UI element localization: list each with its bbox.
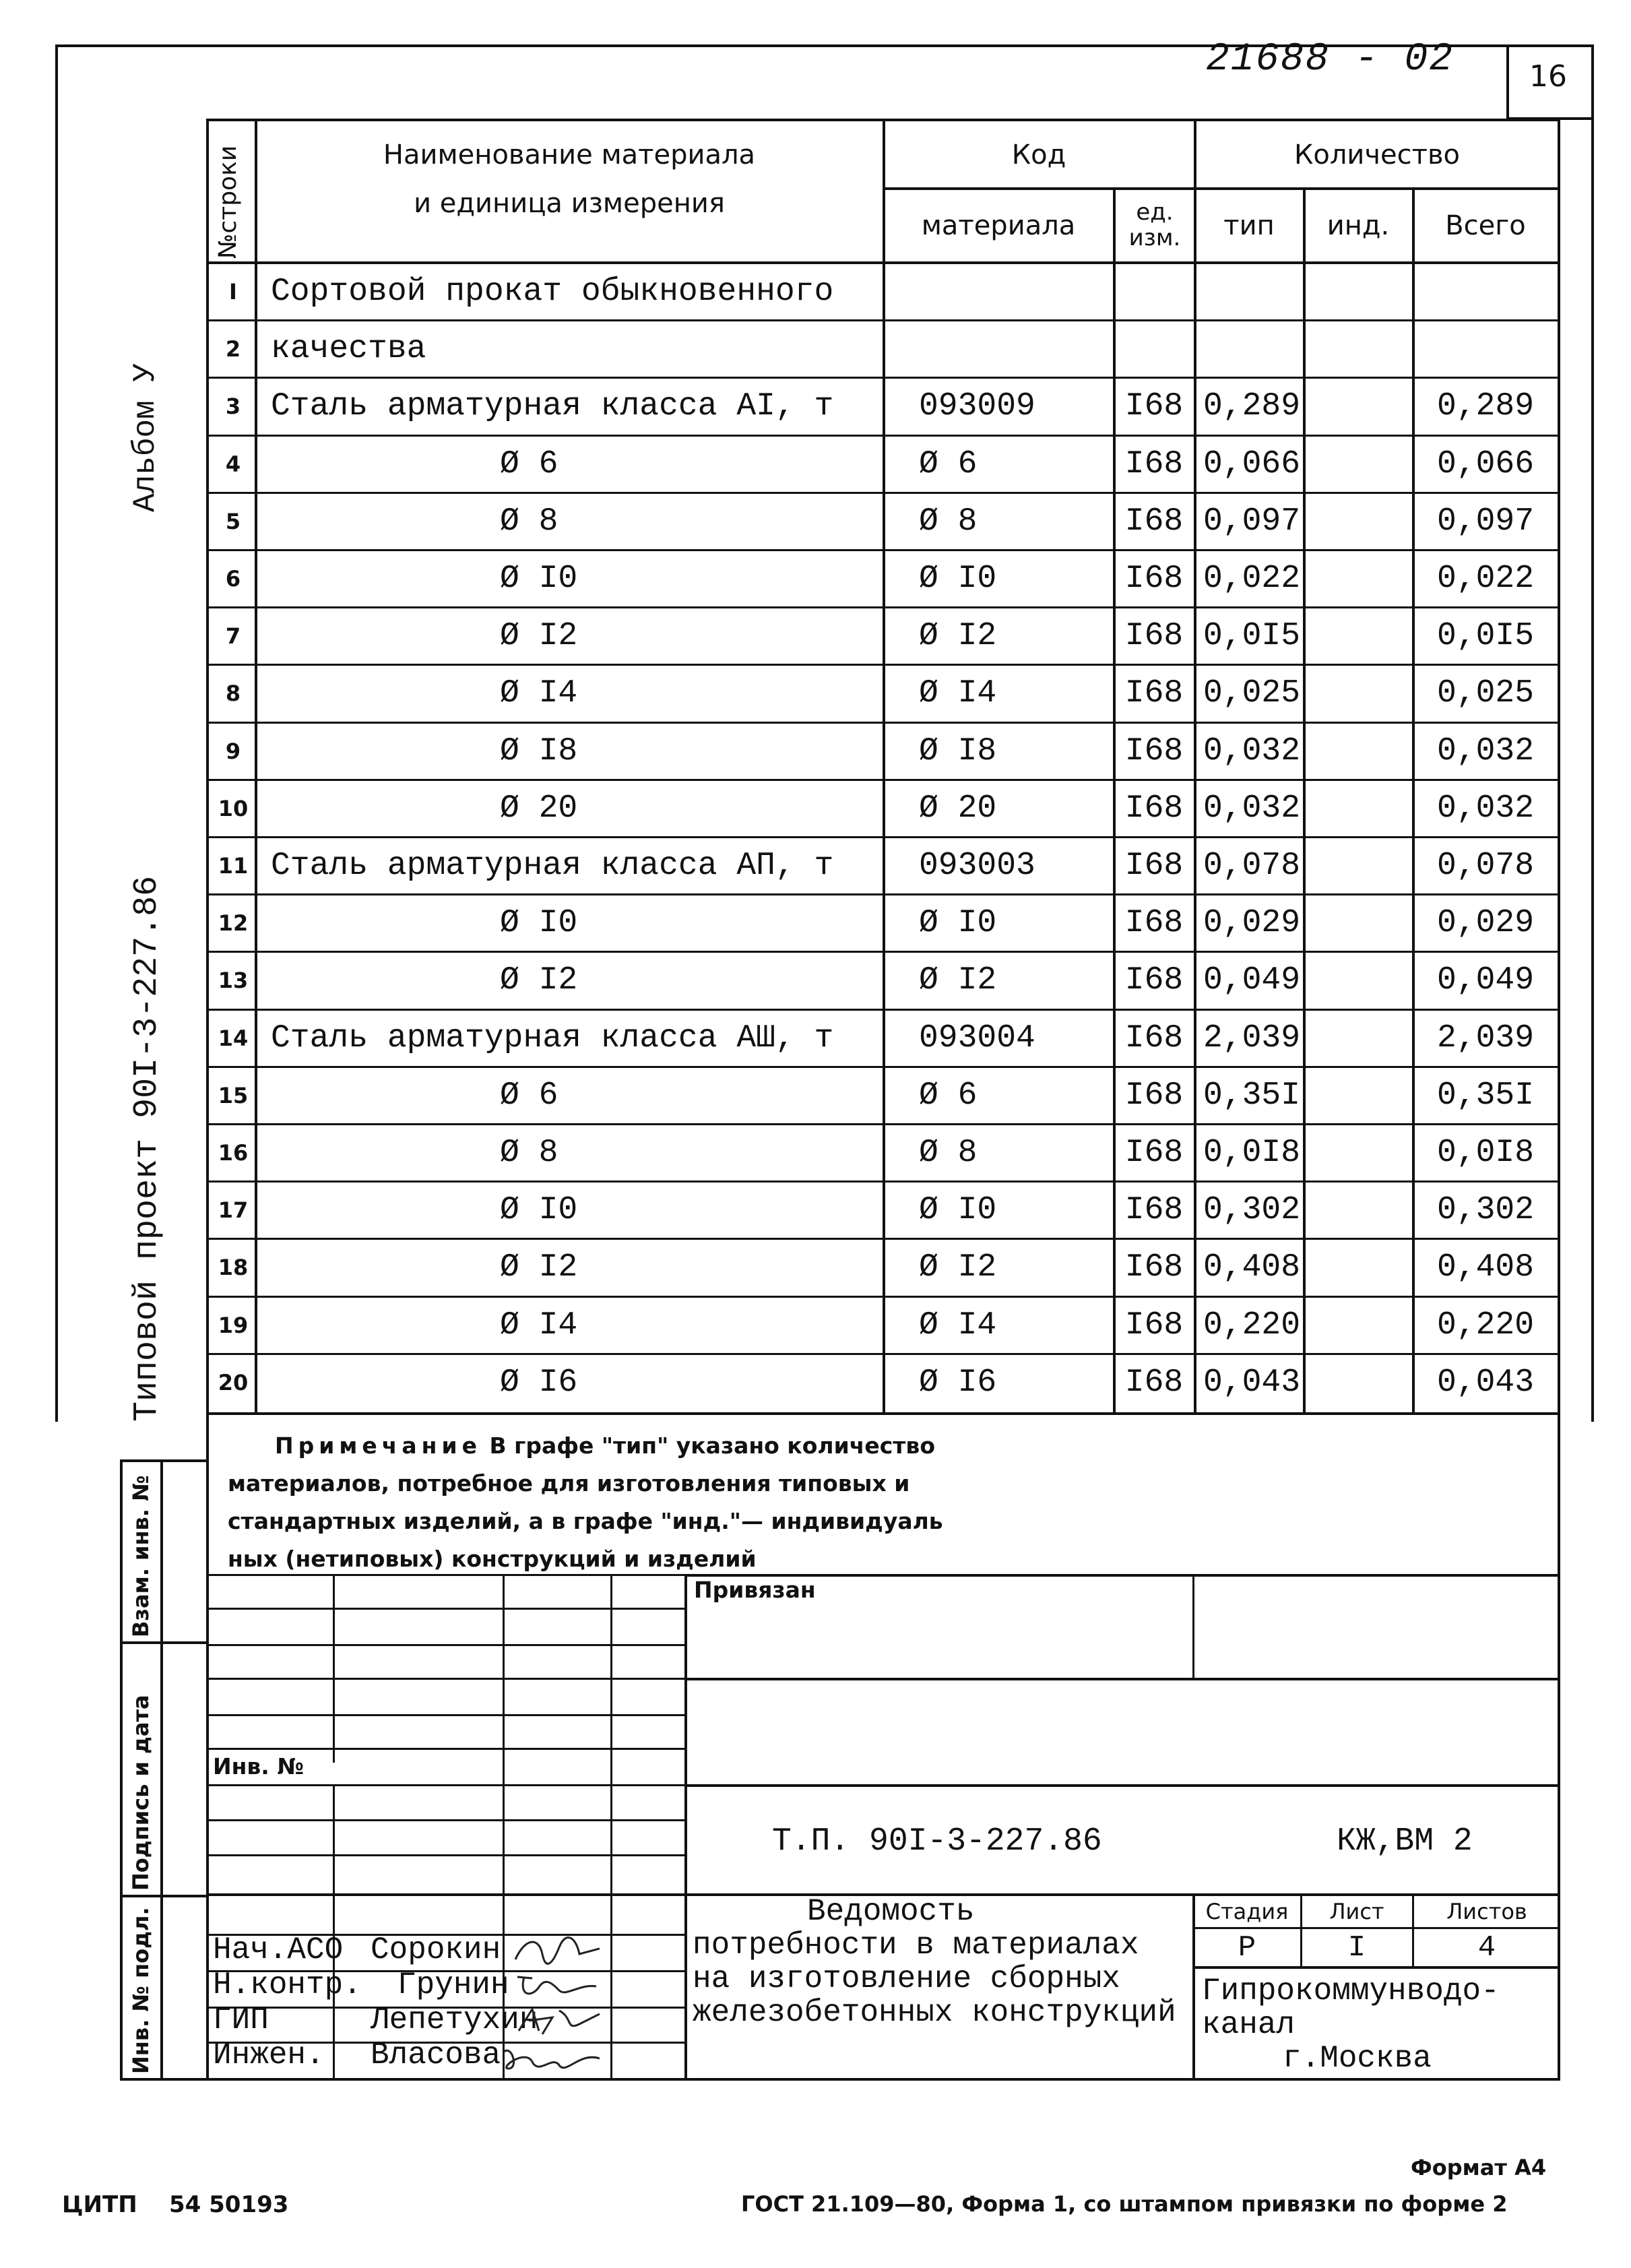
cell-total: 0,302 xyxy=(1436,1191,1535,1228)
cell-n: 6 xyxy=(225,565,241,592)
cell-total: 0,408 xyxy=(1436,1249,1535,1286)
cell-name: Сталь арматурная класса AП, т xyxy=(271,847,834,884)
person-row-4 xyxy=(213,2038,325,2073)
side-inv-podl: Инв. № подл. xyxy=(128,1907,154,2074)
header-code-unit: ед. изм. xyxy=(1128,199,1181,251)
stamp-h-8 xyxy=(206,1819,686,1821)
cell-code: Ø I4 xyxy=(919,1306,997,1344)
cell-total: 0,032 xyxy=(1436,732,1535,769)
cell-unit: I68 xyxy=(1124,503,1184,540)
cell-type xyxy=(1196,321,1302,376)
person-name-4: Власова xyxy=(371,2038,501,2073)
cell-total: 0,066 xyxy=(1436,445,1535,482)
cell-ind xyxy=(1306,953,1411,1007)
cell-code xyxy=(885,321,1112,376)
cell-unit xyxy=(1116,264,1192,319)
privyazan-bottom xyxy=(684,1678,1560,1680)
cell-ind xyxy=(1306,838,1411,893)
org-line-2: канал xyxy=(1202,2007,1296,2042)
cell-total: 0,0I5 xyxy=(1436,617,1535,654)
side-box-top xyxy=(120,1459,207,1462)
cell-type: 0,289 xyxy=(1203,387,1301,424)
cell-code: Ø 8 xyxy=(919,1134,978,1171)
cell-name: Ø I2 xyxy=(500,1249,578,1286)
stage-bottom xyxy=(1192,1966,1560,1969)
cell-unit: I68 xyxy=(1124,445,1184,482)
side-box-left xyxy=(120,1459,123,2079)
note-line-1 xyxy=(228,1427,943,1465)
note-line-2: материалов, потребное для изготовления типовых и xyxy=(228,1470,910,1497)
person-name-2: Грунин xyxy=(397,1967,509,2003)
stamp-h-9 xyxy=(206,1854,686,1856)
cell-type: 0,0I8 xyxy=(1203,1134,1301,1171)
header-q-total: Всего xyxy=(1445,210,1526,241)
cell-name: Ø 8 xyxy=(500,503,558,540)
cell-type: 0,043 xyxy=(1203,1364,1301,1401)
privyazan-top xyxy=(684,1574,1560,1577)
cell-n: 20 xyxy=(218,1369,249,1395)
project-label: Типовой проект 90I-3-227.86 xyxy=(128,875,166,1422)
cell-n: 4 xyxy=(225,451,241,477)
cell-unit: I68 xyxy=(1124,617,1184,654)
cell-name: Ø I0 xyxy=(500,904,578,941)
cell-code: Ø I0 xyxy=(919,1191,997,1228)
format-label: Формат А4 xyxy=(1411,2155,1547,2180)
cell-name: Ø I4 xyxy=(500,1306,578,1344)
footer-right: ГОСТ 21.109—80, Форма 1, со штампом привязки по форме 2 xyxy=(741,2191,1508,2217)
sheets-label: Листов xyxy=(1446,1899,1527,1924)
cell-code: Ø I4 xyxy=(919,674,997,712)
frame-right-line xyxy=(1591,44,1594,1422)
tp-code: Т.П. 90I-3-227.86 xyxy=(772,1823,1102,1860)
cell-unit: I68 xyxy=(1124,1364,1184,1401)
cell-type: 0,025 xyxy=(1203,674,1301,712)
privyazan-split xyxy=(1192,1574,1194,1679)
note-line-3: стандартных изделий, а в графе "инд."— индивидуаль xyxy=(228,1508,943,1534)
cell-code: 093003 xyxy=(919,847,1035,884)
header-mid-line xyxy=(883,187,1560,190)
cell-total: 0,0I8 xyxy=(1436,1134,1535,1171)
cell-n: 16 xyxy=(218,1139,249,1166)
frame-left-line xyxy=(55,44,58,1422)
person-row-3 xyxy=(213,2003,269,2038)
cell-ind xyxy=(1306,551,1411,606)
cell-code: Ø I2 xyxy=(919,1249,997,1286)
cell-ind xyxy=(1306,781,1411,836)
person-role: ГИП xyxy=(213,2003,269,2038)
sheet-label: Лист xyxy=(1329,1899,1384,1924)
cell-ind xyxy=(1306,1355,1411,1410)
cell-total: 0,025 xyxy=(1436,674,1535,712)
cell-ind xyxy=(1306,1068,1411,1123)
cell-total: 0,289 xyxy=(1436,387,1535,424)
side-vzam-inv: Взам. инв. № xyxy=(128,1475,154,1637)
side-podpis-data: Подпись и дата xyxy=(128,1695,154,1891)
cell-code: Ø I8 xyxy=(919,732,997,769)
cell-n: 9 xyxy=(225,738,241,764)
signature-4 xyxy=(499,2042,606,2075)
cell-total xyxy=(1415,264,1556,319)
cell-ind xyxy=(1306,608,1411,663)
cell-unit: I68 xyxy=(1124,1306,1184,1344)
cell-unit: I68 xyxy=(1124,674,1184,712)
title-line-3: на изготовление сборных xyxy=(693,1961,1120,1996)
cell-n: 18 xyxy=(218,1254,249,1280)
cell-name: Ø I8 xyxy=(500,732,578,769)
cell-type: 0,078 xyxy=(1203,847,1301,884)
note-title: Примечание xyxy=(275,1432,482,1459)
side-box-mid xyxy=(160,1459,163,2079)
cell-name: Ø I0 xyxy=(500,560,578,597)
cell-name: Ø I0 xyxy=(500,1191,578,1228)
org-line-3: г.Москва xyxy=(1283,2041,1432,2076)
cell-code: Ø I2 xyxy=(919,962,997,999)
cell-ind xyxy=(1306,321,1411,376)
cell-total: 0,043 xyxy=(1436,1364,1535,1401)
sheets-value: 4 xyxy=(1477,1931,1496,1965)
doc-mark: КЖ,ВМ 2 xyxy=(1337,1823,1473,1860)
cell-ind xyxy=(1306,895,1411,950)
cell-type: 0,029 xyxy=(1203,904,1301,941)
cell-n: 8 xyxy=(225,680,241,706)
cell-code: Ø I2 xyxy=(919,617,997,654)
cell-name: Сталь арматурная класса AШ, т xyxy=(271,1019,834,1057)
cell-unit: I68 xyxy=(1124,962,1184,999)
cell-unit xyxy=(1116,321,1192,376)
note-block xyxy=(228,1427,943,1578)
cell-code: 093004 xyxy=(919,1019,1035,1057)
cell-unit: I68 xyxy=(1124,732,1184,769)
stamp-right xyxy=(1558,1412,1560,2079)
cell-type xyxy=(1196,264,1302,319)
cell-n: 3 xyxy=(225,393,241,419)
signature-2 xyxy=(512,1970,606,2001)
person-role: Инжен. xyxy=(213,2038,325,2073)
stamp-bottom xyxy=(120,2078,1560,2081)
cell-name: Ø I4 xyxy=(500,674,578,712)
person-row-2 xyxy=(213,1967,362,2003)
cell-n: 17 xyxy=(218,1197,249,1223)
stamp-h-3 xyxy=(206,1644,686,1646)
cell-ind xyxy=(1306,437,1411,491)
sheet-number: 16 xyxy=(1529,59,1567,94)
cell-type: 0,302 xyxy=(1203,1191,1301,1228)
cell-name: Ø 20 xyxy=(500,790,578,827)
cell-type: 2,039 xyxy=(1203,1019,1301,1057)
cell-type: 0,022 xyxy=(1203,560,1301,597)
cell-name: Сталь арматурная класса AI, т xyxy=(271,387,834,424)
cell-ind xyxy=(1306,1125,1411,1180)
privyazan-label: Привязан xyxy=(694,1577,816,1603)
cell-code: Ø I0 xyxy=(919,560,997,597)
cell-ind xyxy=(1306,379,1411,433)
person-role: Н.контр. xyxy=(213,1967,362,2003)
cell-code: Ø I6 xyxy=(919,1364,997,1401)
table-bottom xyxy=(206,1412,1560,1415)
stage-label-line xyxy=(1192,1927,1560,1929)
cell-type: 0,35I xyxy=(1203,1077,1301,1114)
cell-total: 0,032 xyxy=(1436,790,1535,827)
cell-unit: I68 xyxy=(1124,560,1184,597)
cell-n: I xyxy=(229,278,237,305)
cell-code: Ø 20 xyxy=(919,790,997,827)
note-line-4: ных (нетиповых) конструкций и изделий xyxy=(228,1546,757,1572)
cell-ind xyxy=(1306,1298,1411,1352)
cell-n: 15 xyxy=(218,1082,249,1108)
header-q-type: тип xyxy=(1223,210,1275,241)
cell-name: Ø I2 xyxy=(500,617,578,654)
cell-total: 0,097 xyxy=(1436,503,1535,540)
doc-code: 21688 - 02 xyxy=(1206,38,1454,82)
stamp-h-7 xyxy=(206,1784,686,1786)
cell-total: 0,220 xyxy=(1436,1306,1535,1344)
signature-1 xyxy=(512,1934,606,1967)
cell-name: Ø 6 xyxy=(500,1077,558,1114)
title-line-4: железобетонных конструкций xyxy=(693,1995,1176,2030)
cell-unit: I68 xyxy=(1124,790,1184,827)
signature-3 xyxy=(512,2004,606,2038)
cell-unit: I68 xyxy=(1124,1249,1184,1286)
side-box-line-1 xyxy=(120,1641,207,1644)
stamp-v-3 xyxy=(610,1574,612,2078)
cell-code: Ø 8 xyxy=(919,503,978,540)
cell-total: 0,049 xyxy=(1436,962,1535,999)
title-line-1: Ведомость xyxy=(807,1894,975,1929)
cell-n: 5 xyxy=(225,508,241,534)
cell-type: 0,408 xyxy=(1203,1249,1301,1286)
cell-code: Ø I0 xyxy=(919,904,997,941)
stamp-h-1 xyxy=(206,1574,686,1576)
cell-name: Сортовой прокат обыкновенного xyxy=(271,273,834,310)
cell-n: 2 xyxy=(225,336,241,362)
cell-code: Ø 6 xyxy=(919,445,978,482)
cell-unit: I68 xyxy=(1124,904,1184,941)
cell-n: 11 xyxy=(218,852,249,879)
cell-n: 14 xyxy=(218,1025,249,1051)
cell-unit: I68 xyxy=(1124,1191,1184,1228)
person-name-3: Лепетухин xyxy=(371,2003,538,2038)
cell-code xyxy=(885,264,1112,319)
stamp-h-4 xyxy=(206,1678,686,1680)
stamp-left xyxy=(206,1412,209,2079)
header-name-line1: Наименование материала xyxy=(383,139,756,170)
stamp-v-4 xyxy=(684,1574,687,2078)
cell-unit: I68 xyxy=(1124,1019,1184,1057)
cell-type: 0,066 xyxy=(1203,445,1301,482)
cell-n: 10 xyxy=(218,795,249,821)
stage-value: Р xyxy=(1238,1931,1256,1965)
person-role: Нач.АСО xyxy=(213,1932,344,1967)
title-block xyxy=(693,1895,1176,2029)
cell-unit: I68 xyxy=(1124,847,1184,884)
header-code: Код xyxy=(1011,139,1066,170)
cell-total: 2,039 xyxy=(1436,1019,1535,1057)
cell-ind xyxy=(1306,494,1411,548)
cell-ind xyxy=(1306,1011,1411,1065)
cell-unit: I68 xyxy=(1124,1134,1184,1171)
cell-n: 7 xyxy=(225,623,241,649)
cell-name: Ø 6 xyxy=(500,445,558,482)
cell-ind xyxy=(1306,1183,1411,1237)
stage-sep-1 xyxy=(1300,1893,1302,1967)
sheet-value: I xyxy=(1347,1931,1366,1965)
tp-row-top xyxy=(684,1784,1560,1787)
cell-code: Ø 6 xyxy=(919,1077,978,1114)
cell-n: 19 xyxy=(218,1312,249,1338)
cell-ind xyxy=(1306,666,1411,720)
cell-type: 0,049 xyxy=(1203,962,1301,999)
sheet-box-left xyxy=(1506,44,1509,119)
cell-total: 0,022 xyxy=(1436,560,1535,597)
title-line-2: потребности в материалах xyxy=(693,1928,1139,1963)
cell-type: 0,0I5 xyxy=(1203,617,1301,654)
stamp-h-2 xyxy=(206,1608,686,1610)
org-block xyxy=(1202,1974,1500,2075)
cell-unit: I68 xyxy=(1124,387,1184,424)
cell-ind xyxy=(1306,264,1411,319)
cell-ind xyxy=(1306,1240,1411,1294)
cell-total: 0,029 xyxy=(1436,904,1535,941)
cell-ind xyxy=(1306,724,1411,778)
person-row-1 xyxy=(213,1932,343,1967)
cell-n: 13 xyxy=(218,967,249,993)
cell-type: 0,032 xyxy=(1203,790,1301,827)
cell-name: Ø 8 xyxy=(500,1134,558,1171)
stamp-h-6 xyxy=(206,1748,686,1750)
org-line-1: Гипрокоммунводо- xyxy=(1202,1974,1500,2009)
stamp-h-5 xyxy=(206,1714,686,1716)
header-row-no: №строки xyxy=(214,145,242,259)
cell-type: 0,032 xyxy=(1203,732,1301,769)
inv-no-label: Инв. № xyxy=(213,1753,305,1779)
cell-type: 0,097 xyxy=(1203,503,1301,540)
person-name-1: Сорокин xyxy=(371,1932,501,1967)
footer-left: ЦИТП 54 50193 xyxy=(62,2191,289,2218)
col-line-7 xyxy=(1558,119,1560,1414)
cell-name: качества xyxy=(271,330,426,367)
cell-n: 12 xyxy=(218,910,249,936)
side-box-line-2 xyxy=(120,1895,207,1897)
header-code-material: материала xyxy=(921,210,1076,241)
cell-name: Ø I6 xyxy=(500,1364,578,1401)
header-quantity: Количество xyxy=(1293,139,1460,170)
stage-sep-2 xyxy=(1412,1893,1414,1967)
cell-total: 0,35I xyxy=(1436,1077,1535,1114)
cell-name: Ø I2 xyxy=(500,962,578,999)
header-name-line2: и единица измерения xyxy=(414,188,725,219)
note-text-1: В графе "тип" указано количество xyxy=(489,1432,935,1459)
stamp-v-1 xyxy=(333,1574,335,1763)
album-label: Альбом У xyxy=(128,363,163,512)
stamp-v-1b xyxy=(333,1784,335,2078)
cell-unit: I68 xyxy=(1124,1077,1184,1114)
cell-total xyxy=(1415,321,1556,376)
cell-total: 0,078 xyxy=(1436,847,1535,884)
header-q-ind: инд. xyxy=(1326,210,1390,241)
cell-code: 093009 xyxy=(919,387,1035,424)
stage-label: Стадия xyxy=(1205,1899,1289,1924)
cell-type: 0,220 xyxy=(1203,1306,1301,1344)
